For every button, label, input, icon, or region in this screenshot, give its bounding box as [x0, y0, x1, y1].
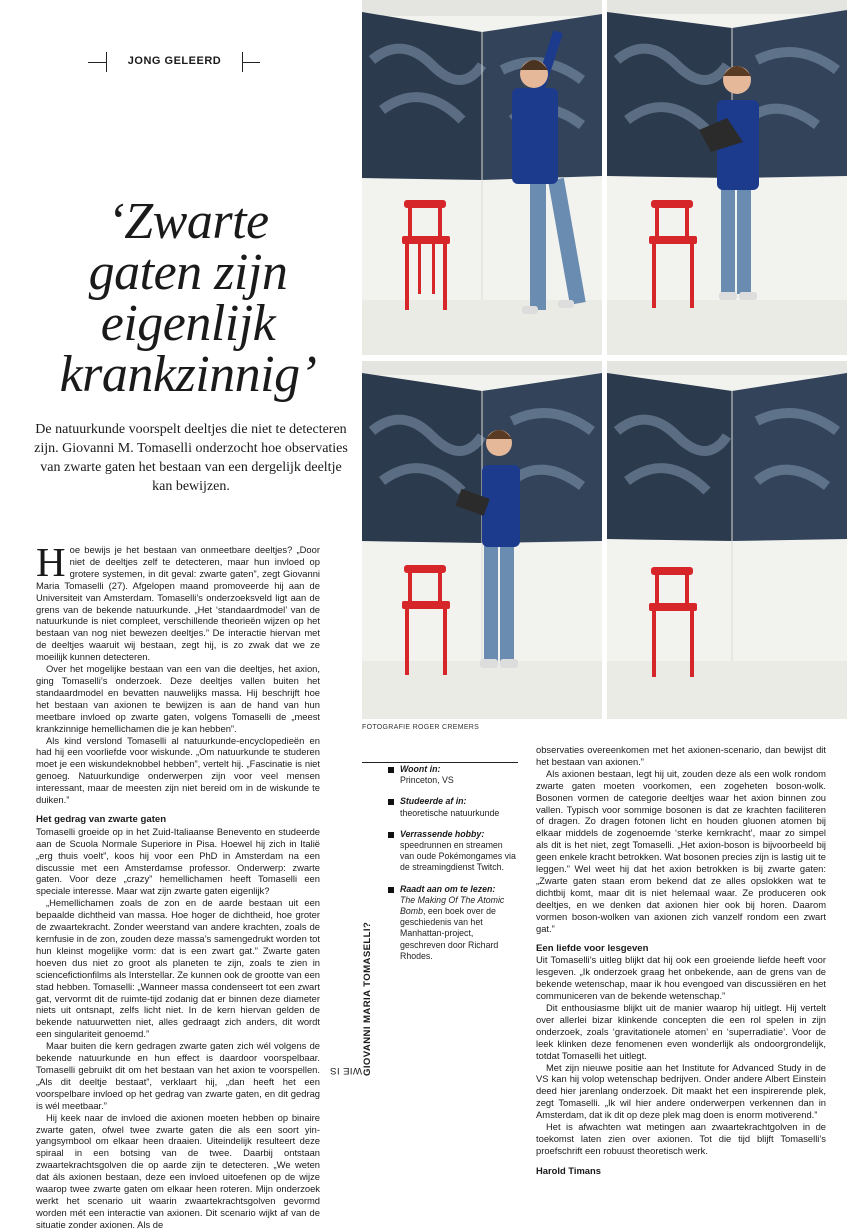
headline-line: eigenlijk — [100, 295, 276, 352]
paragraph: Over het mogelijke bestaan van een van die deeltjes, het axion, ging Tomaselli’s onderzoek. Deze deeltjes vallen buiten het standaardmodel en bevatten nauwelijks massa. Hij beschrijft hoe het bestaan van axionen te bewijzen is aan de hand van hun meetbare invloed op zwarte gaten, volgens Tomaselli de „meest krankzinnige hemellichamen die je kan hebben”. — [36, 663, 320, 734]
paragraph: Tomaselli groeide op in het Zuid-Italiaanse Benevento en studeerde aan de Scuola Normale Superiore in Pisa. Hoewel hij zich in Italië „erg thuis voelt”, koos hij voor een PhD in Amsterdam na een discussie met een Amsterdamse professor. Onderwerp: zwarte gaten. Voor deze „crazy” hemellichamen heeft Tomaselli een speciale interesse. Maar wat zijn zwarte gaten eigenlijk? — [36, 825, 320, 897]
paragraph: observaties overeenkomen met het axionen-scenario, dan bewijst dit het bestaan van axionen.” — [536, 744, 826, 767]
photo-grid — [362, 0, 847, 719]
byline: Harold Timans — [536, 1164, 601, 1176]
bullet-square-icon — [388, 767, 394, 773]
sidebar-item: Studeerde af in: theoretische natuurkunde — [388, 796, 518, 818]
headline — [20, 193, 356, 403]
sidebar-item: Raadt aan om te lezen: The Making Of The Atomic Bomb, een boek over de geschiedenis van het Manhattan-project, geschreven door Richard Rhodes. — [388, 884, 518, 962]
headline-line: gaten zijn — [88, 244, 288, 301]
section-label — [88, 52, 260, 72]
paragraph: Als kind verslond Tomaselli al natuurkunde-encyclopedieën en had hij een voorliefde voor wiskunde. „Om natuurkunde te studeren moet je een wiskundeknobbel hebben”, vertelt hij. „Fascinatie is niet genoeg. Natuurkundige onderwerpen zijn voor veel mensen interessant, maar de meesten zijn niet bereid om in de wiskunde te duiken.” — [36, 734, 320, 806]
paragraph: Met zijn nieuwe positie aan het Institute for Advanced Study in de VS kan hij volop wetenschap bedrijven. Onder andere Albert Einstein deed hier jarenlang onderzoek. Dit maakt het een inspirerende plek, zegt Tomaselli. „Ik wil hier andere onderwerpen verkennen dan in Amsterdam, dat ik dit op deze plek mag doen is enorm motiverend.” — [536, 1061, 826, 1121]
sidebar-item: Verrassende hobby: speedrunnen en streamen van oude Pokémongames via de streamingdienst Twitch. — [388, 829, 518, 874]
photo-reading — [607, 0, 847, 355]
drop-cap: H — [36, 539, 66, 585]
section-label-text: JONG GELEERD — [127, 55, 222, 67]
headline-line: ‘Zwarte — [107, 193, 269, 250]
intro-text: De natuurkunde voorspelt deeltjes die niet te detecteren zijn. Giovanni M. Tomaselli onderzocht hoe observaties van zwarte gaten het bestaan van een dergelijk deeltje kan bewijzen. — [34, 422, 348, 494]
paragraph: Hij keek naar de invloed die axionen moeten hebben op binaire zwarte gaten, ofwel twee zwarte gaten die als een soort yin-yangsymbool om elkaar heen draaien. Uiteindelijk resulteert deze spiraal in een botsing van de twee. Daarbij ontstaan zwaartekrachtsgolven die op aarde zijn te detecteren. „We weten dat áls axionen bestaan, deze een invloed uitoefenen op de wijze waarop twee zwarte gaten om elkaar heen roteren. Mijn onderzoek werkt het scenario uit waarin zwaartekrachtsgolven gevormd worden mét een interactie van axionen. Dit scenario wijkt af van de situatie zonder axionen. Als de — [36, 1111, 320, 1230]
article-column-2 — [536, 744, 826, 1177]
photo-with-tablet — [362, 361, 602, 719]
paragraph: Maar buiten die kern gedragen zwarte gaten zich wél volgens de bekende natuurkunde en hun effect is daardoor voorspelbaar. Tomaselli gebruikt dit om het bestaan van het axion te voorspellen. „Als dit deeltje bestaat”, verklaart hij, „dan heeft het een voorspelbare invloed op het gedrag van zwarte gaten, en dit gedrag is wél meetbaar.” — [36, 1040, 320, 1111]
bullet-square-icon — [388, 887, 394, 893]
subheading: Een liefde voor lesgeven — [536, 942, 649, 954]
paragraph: Het is afwachten wat metingen aan zwaartekrachtgolven in de toekomst laten zien over axionen. Tot die tijd blijft Tomaselli’s proefschrift een robuust theoretisch werk. — [536, 1121, 826, 1156]
photo-writing-on-board — [362, 0, 602, 355]
article-column-1 — [36, 539, 321, 1231]
bullet-square-icon — [388, 799, 394, 805]
photo-credit: FOTOGRAFIE ROGER CREMERS — [362, 724, 480, 731]
sidebar-item: Woont in: Princeton, VS — [388, 764, 518, 786]
subheading: Het gedrag van zwarte gaten — [36, 813, 167, 825]
bullet-square-icon — [388, 832, 394, 838]
paragraph: Uit Tomaselli’s uitleg blijkt dat hij ook een groeiende liefde heeft voor lesgeven. „Ik onderzoek graag het onbekende, aan de grens van de bekende wetenschap, maar ik hou evengoed van discussiëren en het communiceren van de bekende wetenschap.” — [536, 954, 826, 1002]
photo-empty-room — [607, 361, 847, 719]
sidebar-rule — [362, 762, 518, 763]
paragraph: Als axionen bestaan, legt hij uit, zouden deze als een wolk rondom zwarte gaten moeten voorkomen, een zogeheten boson-wolk. Bosonen vormen de categorie deeltjes waar het axion binnen zou vallen. Typisch voor sommige bosonen is dat ze krachten faciliteren of dragen. Zo dragen fotonen licht en houden gluonen atomen bij elkaar middels de zogenoemde ‘sterke kernkracht’, maar zo simpel als dit is het niet, zegt Tomaselli. „Het axion-boson is bijvoorbeeld bij geen enkele kracht betrokken. Wat bosonen precies zijn is lastig uit te leggen.” Wel weet hij dat het axion betrokken is bij zwarte gaten: „Zwarte gaten staan erom bekend dat ze alles opslokken wat te dichtbij komt, maar dit is niet helemaal waar. Ze produceren ook deeltjes, en we denken dat axionen hier ook bij horen. Daarom vormen boson-wolken van axionen zich vanzelf rondom een zwart gat.” — [536, 767, 826, 934]
paragraph: Dit enthousiasme blijkt uit de manier waarop hij uitlegt. Hij vertelt over allerlei bizar klinkende concepten die een rol spelen in zijn onderzoek, zoals ‘gravitationele atomen’ en ‘superradiatie’. Voor de leek klinken deze fenomenen even wonderlijk als ondoorgrondelijk, totdat Tomaselli het uitlegt. — [536, 1002, 826, 1061]
paragraph: „Hemellichamen zoals de zon en de aarde bestaan uit een bepaalde dichtheid van massa. Hoe hoger de dichtheid, hoe groter de zwaartekracht. Zonder weerstand van andere krachten, zoals de kernfusie in de zon, zouden deze massa’s samengedrukt worden tot hun kleinst mogelijke vorm: dat is een zwart gat.” Zwarte gaten hoeven dus niet zo groot als planeten te zijn, zoals te zien in sciencefictionfilms als Interstellar. Ze kunnen ook de grootte van een stad hebben. Tomaselli: „Wanneer massa condenseert tot een zwart gat, vervormt dit de ruimte-tijd zodanig dat er binnen deze diameter niets uit ontsnapt, zelfs licht niet. In de kern hiervan gelden de bekende natuurwetten niet, alles gedraagt zich anders, dit wordt een singulariteit genoemd.” — [36, 897, 321, 1040]
headline-line: krankzinnig’ — [59, 346, 317, 403]
sidebar-facts — [388, 764, 518, 972]
paragraph: Hoe bewijs je het bestaan van onmeetbare deeltjes? „Door niet de deeltjes zelf te detecteren, maar hun invloed op grotere systemen, in dit geval: zwarte gaten”, zegt Giovanni Maria Tomaselli (27). Afgelopen maand promoveerde hij aan de Universiteit van Amsterdam. Tomaselli’s onderzoeksveld ligt aan de grens van de bekende natuurkunde. „Het ‘standaardmodel’ van de natuurkunde is niet compleet, verschillende theorieën wijzen op het bestaan van nog niet bewezen deeltjes.” De interactie hiervan met de deeltjes waaruit wij bestaan, zegt hij, is zo zwak dat we ze moeilijk kunnen detecteren. — [36, 539, 320, 663]
